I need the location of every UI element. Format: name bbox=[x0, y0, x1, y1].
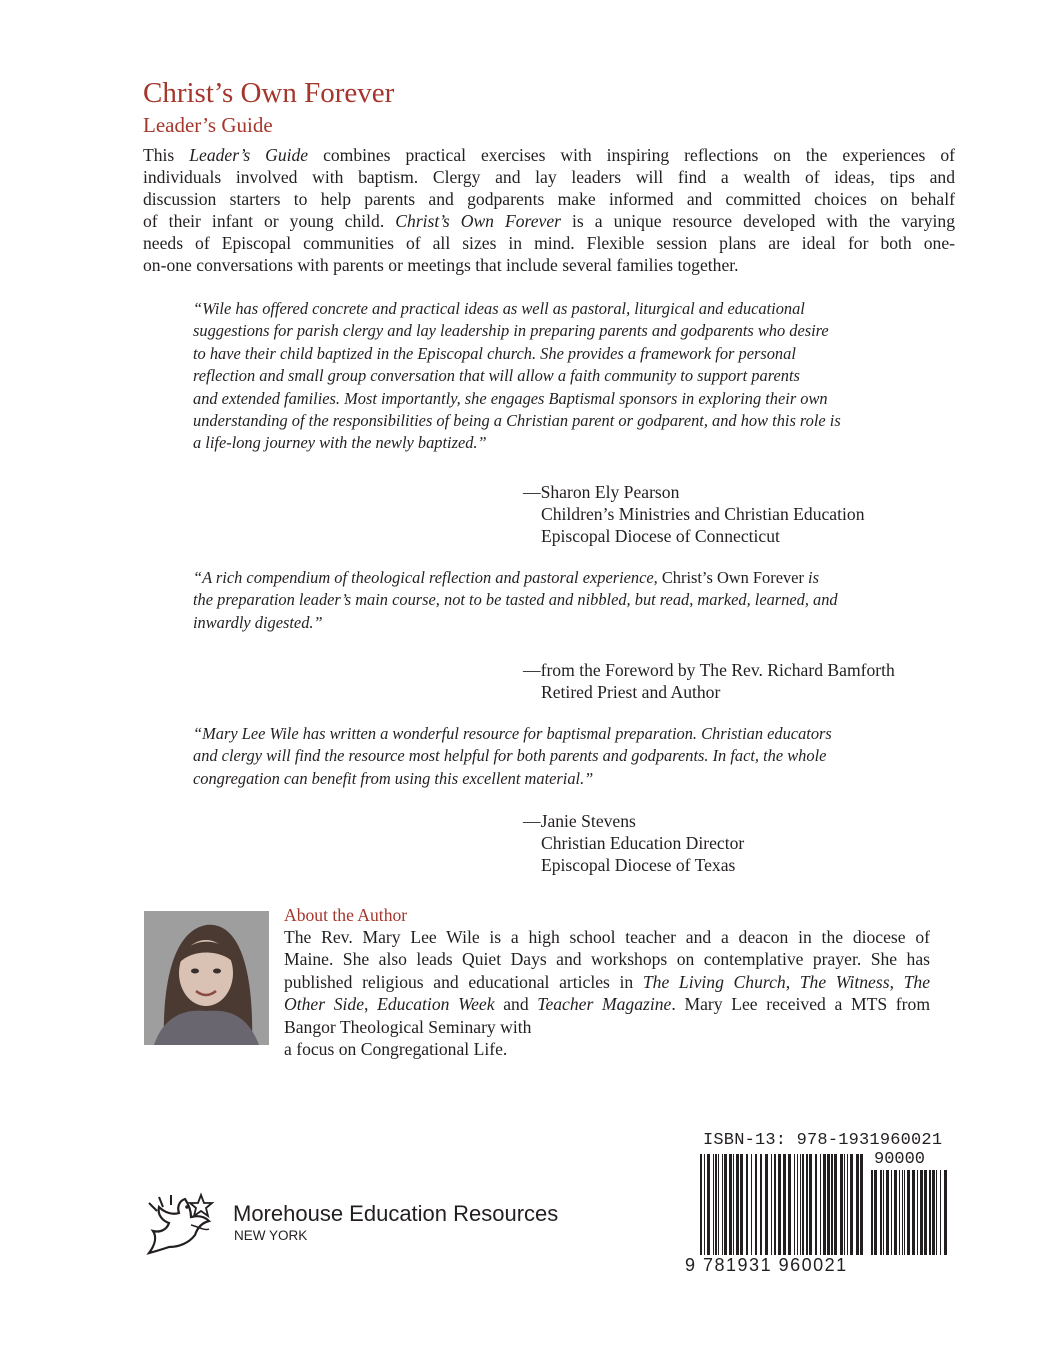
barcode-bar bbox=[778, 1154, 781, 1255]
barcode-bar bbox=[797, 1154, 798, 1255]
barcode-bar bbox=[755, 1154, 757, 1255]
barcode-bar bbox=[733, 1154, 734, 1255]
barcode-bar bbox=[722, 1154, 723, 1255]
barcode-bar bbox=[806, 1154, 808, 1255]
barcode-bar bbox=[907, 1170, 910, 1255]
price-code: 90000 bbox=[874, 1150, 926, 1169]
dove-logo-icon bbox=[143, 1185, 223, 1260]
about-author-heading: About the Author bbox=[284, 905, 408, 925]
barcode-bar bbox=[932, 1170, 935, 1255]
barcode-bar bbox=[820, 1154, 821, 1255]
isbn-label: ISBN-13: 978-1931960021 bbox=[703, 1131, 943, 1150]
barcode-bar bbox=[823, 1154, 826, 1255]
barcode-bar bbox=[840, 1154, 843, 1255]
barcode-bar bbox=[724, 1154, 727, 1255]
testimonial-quote-2: “A rich compendium of theological reflection and pastoral experience, Christ’s Own Forever is the preparation leader’s main course, not to be tasted and nibbled, but read, marked, learned, and inwardly digested.” bbox=[193, 568, 838, 632]
barcode-bar bbox=[850, 1154, 853, 1255]
barcode-bar bbox=[936, 1170, 937, 1255]
barcode-bar bbox=[886, 1170, 889, 1255]
barcode-bar bbox=[736, 1154, 739, 1255]
about-author-text: The Rev. Mary Lee Wile is a high school teacher and a deacon in the diocese of Maine. She also leads Quiet Days and workshops on contemplative prayer. She has published religious and educational articles in The Living Church, The Witness, The Other Side, Education Week and Teacher Magazine. Mary Lee received a MTS from Bangor Theological Seminary with a focus on Congregational Life. bbox=[284, 927, 931, 1060]
barcode-bar bbox=[774, 1154, 776, 1255]
barcode-bar bbox=[899, 1170, 900, 1255]
barcode-bar bbox=[940, 1170, 941, 1255]
barcode-bar bbox=[700, 1154, 702, 1255]
barcode-bar bbox=[751, 1154, 752, 1255]
barcode-bar bbox=[760, 1154, 762, 1255]
barcode-bar bbox=[904, 1170, 905, 1255]
barcode-bar bbox=[746, 1154, 748, 1255]
barcode-digits: 9 781931 960021 bbox=[685, 1255, 848, 1275]
testimonial-quote-3: “Mary Lee Wile has written a wonderful resource for baptismal preparation. Christian educators and clergy will find the resource most helpful for both parents and godparents. In fact, the whole congregation can benefit from using this excellent material.” bbox=[193, 724, 832, 788]
author-photo bbox=[144, 911, 269, 1045]
barcode-bar bbox=[894, 1170, 897, 1255]
publisher-city: NEW YORK bbox=[234, 1228, 308, 1243]
barcode-bar bbox=[788, 1154, 791, 1255]
author-portrait-icon bbox=[144, 911, 269, 1045]
barcode-bar bbox=[917, 1170, 918, 1255]
barcode-bar bbox=[800, 1154, 801, 1255]
barcode-bar bbox=[912, 1170, 915, 1255]
barcode-bar bbox=[844, 1154, 845, 1255]
testimonial-attribution-1: —Sharon Ely Pearson Children’s Ministries and Christian Education Episcopal Diocese of Connecticut bbox=[523, 482, 865, 546]
barcode-bar bbox=[920, 1170, 923, 1255]
barcode-bar bbox=[718, 1154, 719, 1255]
barcode-bar bbox=[729, 1154, 732, 1255]
barcode-bar bbox=[740, 1154, 743, 1255]
publisher-name: Morehouse Education Resources bbox=[233, 1201, 559, 1226]
barcode-bar bbox=[883, 1170, 884, 1255]
testimonial-quote-1: “Wile has offered concrete and practical ideas as well as pastoral, liturgical and educational suggestions for parish clergy and lay leadership in preparing parents and godparents who desire to have their child baptized in the Episcopal church. She provides a framework for personal reflection and small group conversation that will allow a faith community to support parents and extended families. Most importantly, she engages Baptismal sponsors in exploring their own understanding of the responsibilities of being a Christian parent or godparent, and how this role is a life-long journey with the newly baptized.” bbox=[193, 299, 841, 453]
barcode-bar bbox=[794, 1154, 795, 1255]
barcode-bar bbox=[715, 1154, 717, 1255]
barcode-bar bbox=[783, 1154, 786, 1255]
barcode-bar bbox=[771, 1154, 772, 1255]
book-subtitle: Leader’s Guide bbox=[143, 113, 273, 137]
testimonial-attribution-3: —Janie Stevens Christian Education Director Episcopal Diocese of Texas bbox=[523, 811, 745, 875]
barcode-bar bbox=[834, 1154, 837, 1255]
barcode-bar bbox=[929, 1170, 931, 1255]
barcode-bar bbox=[827, 1154, 830, 1255]
barcode-bar bbox=[809, 1154, 812, 1255]
barcode-bar bbox=[802, 1154, 804, 1255]
barcode-bar bbox=[847, 1154, 848, 1255]
barcode-bar bbox=[815, 1154, 817, 1255]
barcode-bar bbox=[713, 1154, 714, 1255]
barcode-bar bbox=[765, 1154, 768, 1255]
barcode-bar bbox=[880, 1170, 882, 1255]
barcode-bar bbox=[831, 1154, 833, 1255]
barcode-bar bbox=[704, 1154, 705, 1255]
barcode-bar bbox=[891, 1170, 892, 1255]
book-title: Christ’s Own Forever bbox=[143, 77, 395, 109]
barcode-bar bbox=[871, 1170, 873, 1255]
barcode-bar bbox=[944, 1170, 947, 1255]
barcode-main bbox=[700, 1154, 866, 1255]
barcode-bar bbox=[707, 1154, 710, 1255]
intro-paragraph: This Leader’s Guide combines practical exercises with inspiring reflections on the experiences of individuals involved with baptism. Clergy and lay leaders will find a wealth of ideas, tips and discussion starters to help parents and godparents make informed and committed choices on behalf of their infant or young child. Christ’s Own Forever is a unique resource developed with the varying needs of Episcopal communities of all sizes in mind. Flexible session plans are ideal for both one- on-one conversations with parents or meetings that include several families together. bbox=[143, 145, 956, 276]
barcode-addon bbox=[871, 1170, 949, 1255]
barcode-bar bbox=[874, 1170, 877, 1255]
barcode-bar bbox=[860, 1154, 863, 1255]
barcode-bar bbox=[924, 1170, 927, 1255]
testimonial-attribution-2: —from the Foreword by The Rev. Richard Bamforth Retired Priest and Author bbox=[523, 660, 895, 702]
barcode-bar bbox=[902, 1170, 903, 1255]
barcode-bar bbox=[856, 1154, 859, 1255]
